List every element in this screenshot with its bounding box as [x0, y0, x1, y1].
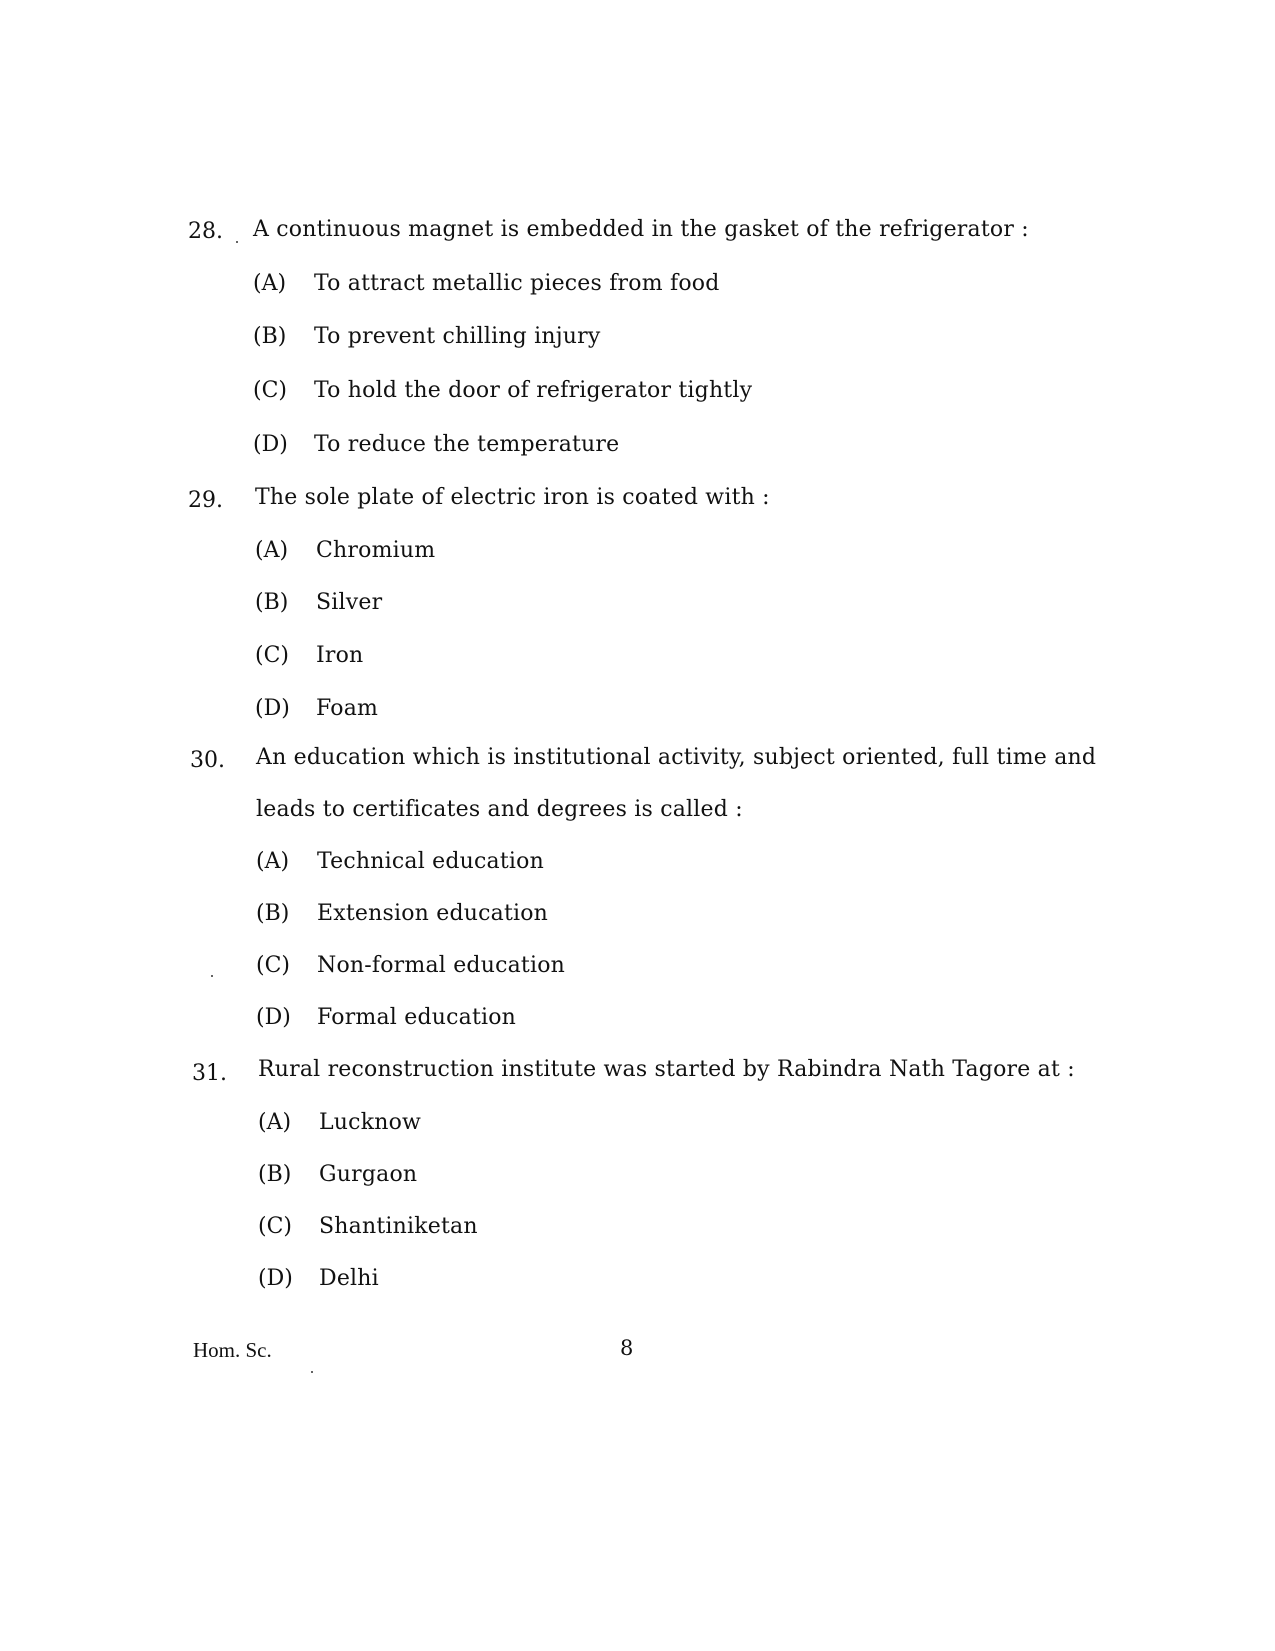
option-label: (B) — [256, 901, 290, 926]
question-text: Rural reconstruction institute was started by Rabindra Nath Tagore at : — [258, 1057, 1075, 1082]
option-label: (A) — [256, 849, 290, 874]
option-label: (D) — [256, 1005, 291, 1030]
option-label: (C) — [255, 643, 289, 668]
option-text: To attract metallic pieces from food — [314, 271, 720, 296]
option-label: (A) — [255, 538, 289, 563]
option-label: (C) — [258, 1214, 292, 1239]
option-text: Iron — [316, 643, 364, 668]
question-text: A continuous magnet is embedded in the gasket of the refrigerator : — [253, 217, 1029, 242]
option-text: Delhi — [319, 1266, 379, 1291]
option-text: Formal education — [317, 1005, 517, 1030]
option-text: Extension education — [317, 901, 549, 926]
question-number: 30. — [190, 748, 225, 773]
option-label: (A) — [253, 271, 287, 296]
option-text: Non-formal education — [317, 953, 566, 978]
option-text: Technical education — [317, 849, 544, 874]
option-text: To reduce the temperature — [314, 432, 620, 457]
option-text: To prevent chilling injury — [314, 324, 601, 349]
option-label: (A) — [258, 1110, 292, 1135]
question-text: An education which is institutional activity, subject oriented, full time and — [256, 745, 1097, 770]
option-label: (D) — [258, 1266, 293, 1291]
option-text: Foam — [316, 696, 379, 721]
scan-speck — [236, 241, 238, 243]
question-number: 31. — [192, 1061, 227, 1086]
option-label: (C) — [256, 953, 290, 978]
option-label: (D) — [255, 696, 290, 721]
subject-code: Hom. Sc. — [193, 1338, 272, 1362]
page-number: 8 — [620, 1336, 634, 1360]
option-text: To hold the door of refrigerator tightly — [314, 378, 753, 403]
question-number: 29. — [188, 488, 223, 513]
scan-speck — [211, 975, 213, 977]
question-text: The sole plate of electric iron is coated with : — [255, 485, 770, 510]
question-text-continued: leads to certificates and degrees is called : — [256, 797, 743, 822]
option-text: Chromium — [316, 538, 436, 563]
option-label: (C) — [253, 378, 287, 403]
question-number: 28. — [188, 219, 223, 244]
scan-speck — [311, 1371, 313, 1373]
option-text: Gurgaon — [319, 1162, 418, 1187]
option-text: Shantiniketan — [319, 1214, 478, 1239]
option-text: Silver — [316, 590, 383, 615]
option-text: Lucknow — [319, 1110, 422, 1135]
option-label: (B) — [258, 1162, 292, 1187]
option-label: (B) — [255, 590, 289, 615]
option-label: (D) — [253, 432, 288, 457]
option-label: (B) — [253, 324, 287, 349]
